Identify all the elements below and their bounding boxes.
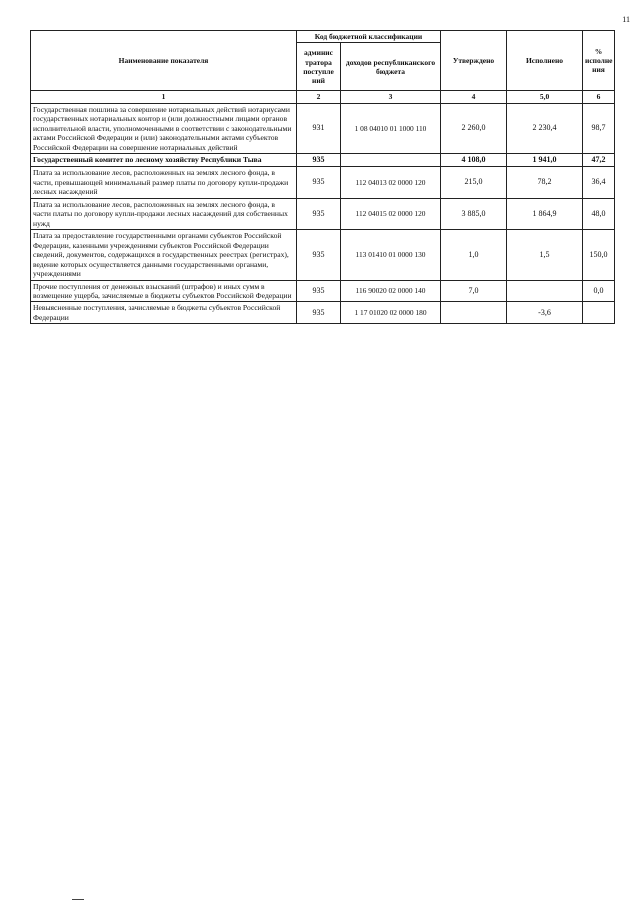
row-name: Прочие поступления от денежных взысканий (штрафов) и иных сумм в возмещение ущерба, зачисляемые в бюджеты субъектов Российской Федерации bbox=[31, 280, 297, 302]
header-approved: Утверждено bbox=[441, 31, 507, 91]
row-executed: 1 941,0 bbox=[507, 154, 583, 167]
table-row bbox=[31, 230, 615, 280]
row-executed: 2 230,4 bbox=[507, 103, 583, 153]
header-percent: % исполне ния bbox=[583, 31, 615, 91]
header-indicator: Наименование показателя bbox=[31, 31, 297, 91]
row-income-code: 113 01410 01 0000 130 bbox=[341, 230, 441, 280]
row-percent: 150,0 bbox=[583, 230, 615, 280]
row-admin-code: 935 bbox=[297, 280, 341, 302]
column-number: 5,0 bbox=[507, 91, 583, 103]
row-income-code: 112 04015 02 0000 120 bbox=[341, 198, 441, 229]
column-number: 3 bbox=[341, 91, 441, 103]
row-executed bbox=[507, 280, 583, 302]
header-executed: Исполнено bbox=[507, 31, 583, 91]
row-approved: 7,0 bbox=[441, 280, 507, 302]
column-number-row bbox=[31, 91, 615, 103]
row-name: Плата за использование лесов, расположенных на землях лесного фонда, в части платы по договору купли-продажи лесных насаждений для собственных нужд bbox=[31, 198, 297, 229]
row-admin-code: 931 bbox=[297, 103, 341, 153]
row-approved: 2 260,0 bbox=[441, 103, 507, 153]
row-percent: 47,2 bbox=[583, 154, 615, 167]
budget-table bbox=[30, 30, 615, 324]
row-percent: 98,7 bbox=[583, 103, 615, 153]
table-row bbox=[31, 280, 615, 302]
row-admin-code: 935 bbox=[297, 302, 341, 324]
column-number: 1 bbox=[31, 91, 297, 103]
table-row bbox=[31, 154, 615, 167]
row-percent: 0,0 bbox=[583, 280, 615, 302]
row-admin-code: 935 bbox=[297, 154, 341, 167]
row-executed: 1,5 bbox=[507, 230, 583, 280]
row-percent: 48,0 bbox=[583, 198, 615, 229]
row-name: Невыясненные поступления, зачисляемые в бюджеты субъектов Российской Федерации bbox=[31, 302, 297, 324]
table-row bbox=[31, 198, 615, 229]
row-percent: 36,4 bbox=[583, 167, 615, 198]
row-approved: 3 885,0 bbox=[441, 198, 507, 229]
page-number: 11 bbox=[622, 15, 630, 24]
row-admin-code: 935 bbox=[297, 198, 341, 229]
table-row bbox=[31, 302, 615, 324]
header-income: доходов республиканского бюджета bbox=[341, 43, 441, 91]
row-admin-code: 935 bbox=[297, 167, 341, 198]
row-approved bbox=[441, 302, 507, 324]
table-row bbox=[31, 167, 615, 198]
row-approved: 4 108,0 bbox=[441, 154, 507, 167]
row-percent bbox=[583, 302, 615, 324]
table-row bbox=[31, 103, 615, 153]
row-executed: 1 864,9 bbox=[507, 198, 583, 229]
row-approved: 1,0 bbox=[441, 230, 507, 280]
column-number: 2 bbox=[297, 91, 341, 103]
row-income-code bbox=[341, 154, 441, 167]
column-number: 4 bbox=[441, 91, 507, 103]
column-number: 6 bbox=[583, 91, 615, 103]
row-income-code: 112 04013 02 0000 120 bbox=[341, 167, 441, 198]
row-executed: -3,6 bbox=[507, 302, 583, 324]
row-name: Государственная пошлина за совершение нотариальных действий нотариусами государственных нотариальных контор и (или должностными лицами органов исполнительной власти, уполномоченными в соответствии с законодательными актами Российской Федерации и (или) законодательными актами субъектов Российской Федерации на совершение нотариальных действий bbox=[31, 103, 297, 153]
header-admin: админис тратора поступле ний bbox=[297, 43, 341, 91]
row-admin-code: 935 bbox=[297, 230, 341, 280]
row-income-code: 1 17 01020 02 0000 180 bbox=[341, 302, 441, 324]
row-income-code: 116 90020 02 0000 140 bbox=[341, 280, 441, 302]
row-name: Плата за использование лесов, расположенных на землях лесного фонда, в части, превышающей минимальный размер платы по договору купли-продажи лесных насаждений bbox=[31, 167, 297, 198]
footer-mark bbox=[72, 899, 84, 903]
header-classification: Код бюджетной классификации bbox=[297, 31, 441, 43]
row-income-code: 1 08 04010 01 1000 110 bbox=[341, 103, 441, 153]
row-executed: 78,2 bbox=[507, 167, 583, 198]
row-approved: 215,0 bbox=[441, 167, 507, 198]
row-name: Государственный комитет по лесному хозяйству Республики Тыва bbox=[31, 154, 297, 167]
row-name: Плата за предоставление государственными органами субъектов Российской Федерации, казенными учреждениями субъектов Российской Федерации сведений, документов, содержащихся в государственных реестрах (регистрах), ведение которых осуществляется данными государственными органами, учреждениями bbox=[31, 230, 297, 280]
